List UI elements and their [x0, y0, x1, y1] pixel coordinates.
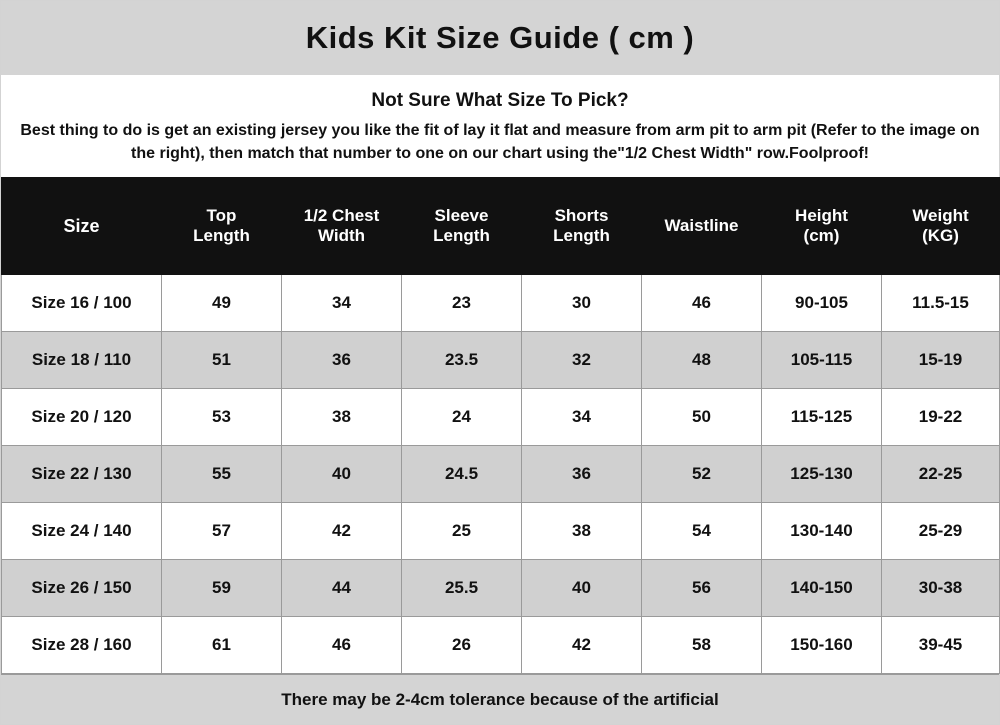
- cell-top-length: 49: [162, 275, 282, 332]
- cell-sleeve-length: 24: [402, 389, 522, 446]
- cell-size: Size 18 / 110: [2, 332, 162, 389]
- cell-size: Size 24 / 140: [2, 503, 162, 560]
- intro-block: [1, 76, 999, 177]
- table-row: [2, 503, 1000, 560]
- table-header-row: [2, 178, 1000, 275]
- column-header-line: Length: [193, 226, 250, 246]
- table-row: [2, 332, 1000, 389]
- column-header-weight: [882, 178, 1000, 275]
- column-header-line: (cm): [803, 226, 840, 246]
- cell-half-chest-width: 40: [282, 446, 402, 503]
- title-bar: [1, 1, 999, 76]
- cell-shorts-length: 34: [522, 389, 642, 446]
- cell-weight: 30-38: [882, 560, 1000, 617]
- cell-waistline: 46: [642, 275, 762, 332]
- cell-size: Size 20 / 120: [2, 389, 162, 446]
- cell-shorts-length: 38: [522, 503, 642, 560]
- cell-half-chest-width: 44: [282, 560, 402, 617]
- column-header-line: Sleeve: [434, 205, 489, 225]
- cell-shorts-length: 30: [522, 275, 642, 332]
- cell-weight: 15-19: [882, 332, 1000, 389]
- column-header-shorts-length: [522, 178, 642, 275]
- column-header-waistline: [642, 178, 762, 275]
- column-header-line: Waistline: [664, 216, 739, 236]
- cell-size: Size 22 / 130: [2, 446, 162, 503]
- cell-height: 150-160: [762, 617, 882, 674]
- column-header-line: 1/2 Chest: [303, 205, 380, 225]
- column-header-line: Size: [63, 215, 100, 236]
- tolerance-note: There may be 2-4cm tolerance because of the artificial: [281, 689, 719, 709]
- column-header-sleeve-length: [402, 178, 522, 275]
- table-row: [2, 617, 1000, 674]
- column-header-line: Weight: [912, 205, 969, 225]
- cell-shorts-length: 40: [522, 560, 642, 617]
- table-row: [2, 275, 1000, 332]
- cell-half-chest-width: 46: [282, 617, 402, 674]
- column-header-half-chest-width: [282, 178, 402, 275]
- cell-height: 140-150: [762, 560, 882, 617]
- column-header-line: Length: [433, 226, 490, 246]
- cell-height: 115-125: [762, 389, 882, 446]
- column-header-line: Width: [317, 226, 366, 246]
- column-header-height: [762, 178, 882, 275]
- cell-sleeve-length: 25: [402, 503, 522, 560]
- cell-top-length: 59: [162, 560, 282, 617]
- cell-top-length: 53: [162, 389, 282, 446]
- cell-sleeve-length: 24.5: [402, 446, 522, 503]
- cell-shorts-length: 42: [522, 617, 642, 674]
- cell-waistline: 56: [642, 560, 762, 617]
- column-header-line: Length: [553, 226, 610, 246]
- cell-weight: 25-29: [882, 503, 1000, 560]
- cell-top-length: 55: [162, 446, 282, 503]
- table-row: [2, 389, 1000, 446]
- cell-half-chest-width: 34: [282, 275, 402, 332]
- cell-size: Size 28 / 160: [2, 617, 162, 674]
- intro-note: Best thing to do is get an existing jersey you like the fit of lay it flat and measure from arm pit to arm pit (Refer to the image on the right), then match that number to one on our chart using the"1/2 Chest Width" row.Foolproof!: [20, 122, 980, 163]
- cell-waistline: 52: [642, 446, 762, 503]
- cell-weight: 39-45: [882, 617, 1000, 674]
- column-header-line: Top: [206, 205, 237, 225]
- cell-shorts-length: 32: [522, 332, 642, 389]
- column-header-size: [2, 178, 162, 275]
- column-header-line: (KG): [922, 226, 959, 246]
- table-row: [2, 446, 1000, 503]
- cell-sleeve-length: 26: [402, 617, 522, 674]
- cell-waistline: 54: [642, 503, 762, 560]
- column-header-line: Height: [795, 205, 848, 225]
- cell-height: 125-130: [762, 446, 882, 503]
- cell-waistline: 58: [642, 617, 762, 674]
- cell-height: 130-140: [762, 503, 882, 560]
- cell-height: 90-105: [762, 275, 882, 332]
- table-row: [2, 560, 1000, 617]
- cell-half-chest-width: 38: [282, 389, 402, 446]
- cell-weight: 19-22: [882, 389, 1000, 446]
- footer-band: [1, 674, 999, 724]
- cell-sleeve-length: 25.5: [402, 560, 522, 617]
- cell-sleeve-length: 23.5: [402, 332, 522, 389]
- cell-size: Size 26 / 150: [2, 560, 162, 617]
- cell-weight: 22-25: [882, 446, 1000, 503]
- column-header-line: Shorts: [554, 205, 609, 225]
- cell-height: 105-115: [762, 332, 882, 389]
- cell-size: Size 16 / 100: [2, 275, 162, 332]
- cell-half-chest-width: 42: [282, 503, 402, 560]
- cell-top-length: 51: [162, 332, 282, 389]
- intro-subtitle: Not Sure What Size To Pick?: [371, 90, 629, 111]
- page-title: Kids Kit Size Guide ( cm ): [305, 20, 695, 55]
- cell-sleeve-length: 23: [402, 275, 522, 332]
- size-chart-table: [1, 177, 1000, 674]
- cell-top-length: 57: [162, 503, 282, 560]
- cell-waistline: 48: [642, 332, 762, 389]
- cell-waistline: 50: [642, 389, 762, 446]
- cell-half-chest-width: 36: [282, 332, 402, 389]
- cell-top-length: 61: [162, 617, 282, 674]
- column-header-top-length: [162, 178, 282, 275]
- cell-weight: 11.5-15: [882, 275, 1000, 332]
- cell-shorts-length: 36: [522, 446, 642, 503]
